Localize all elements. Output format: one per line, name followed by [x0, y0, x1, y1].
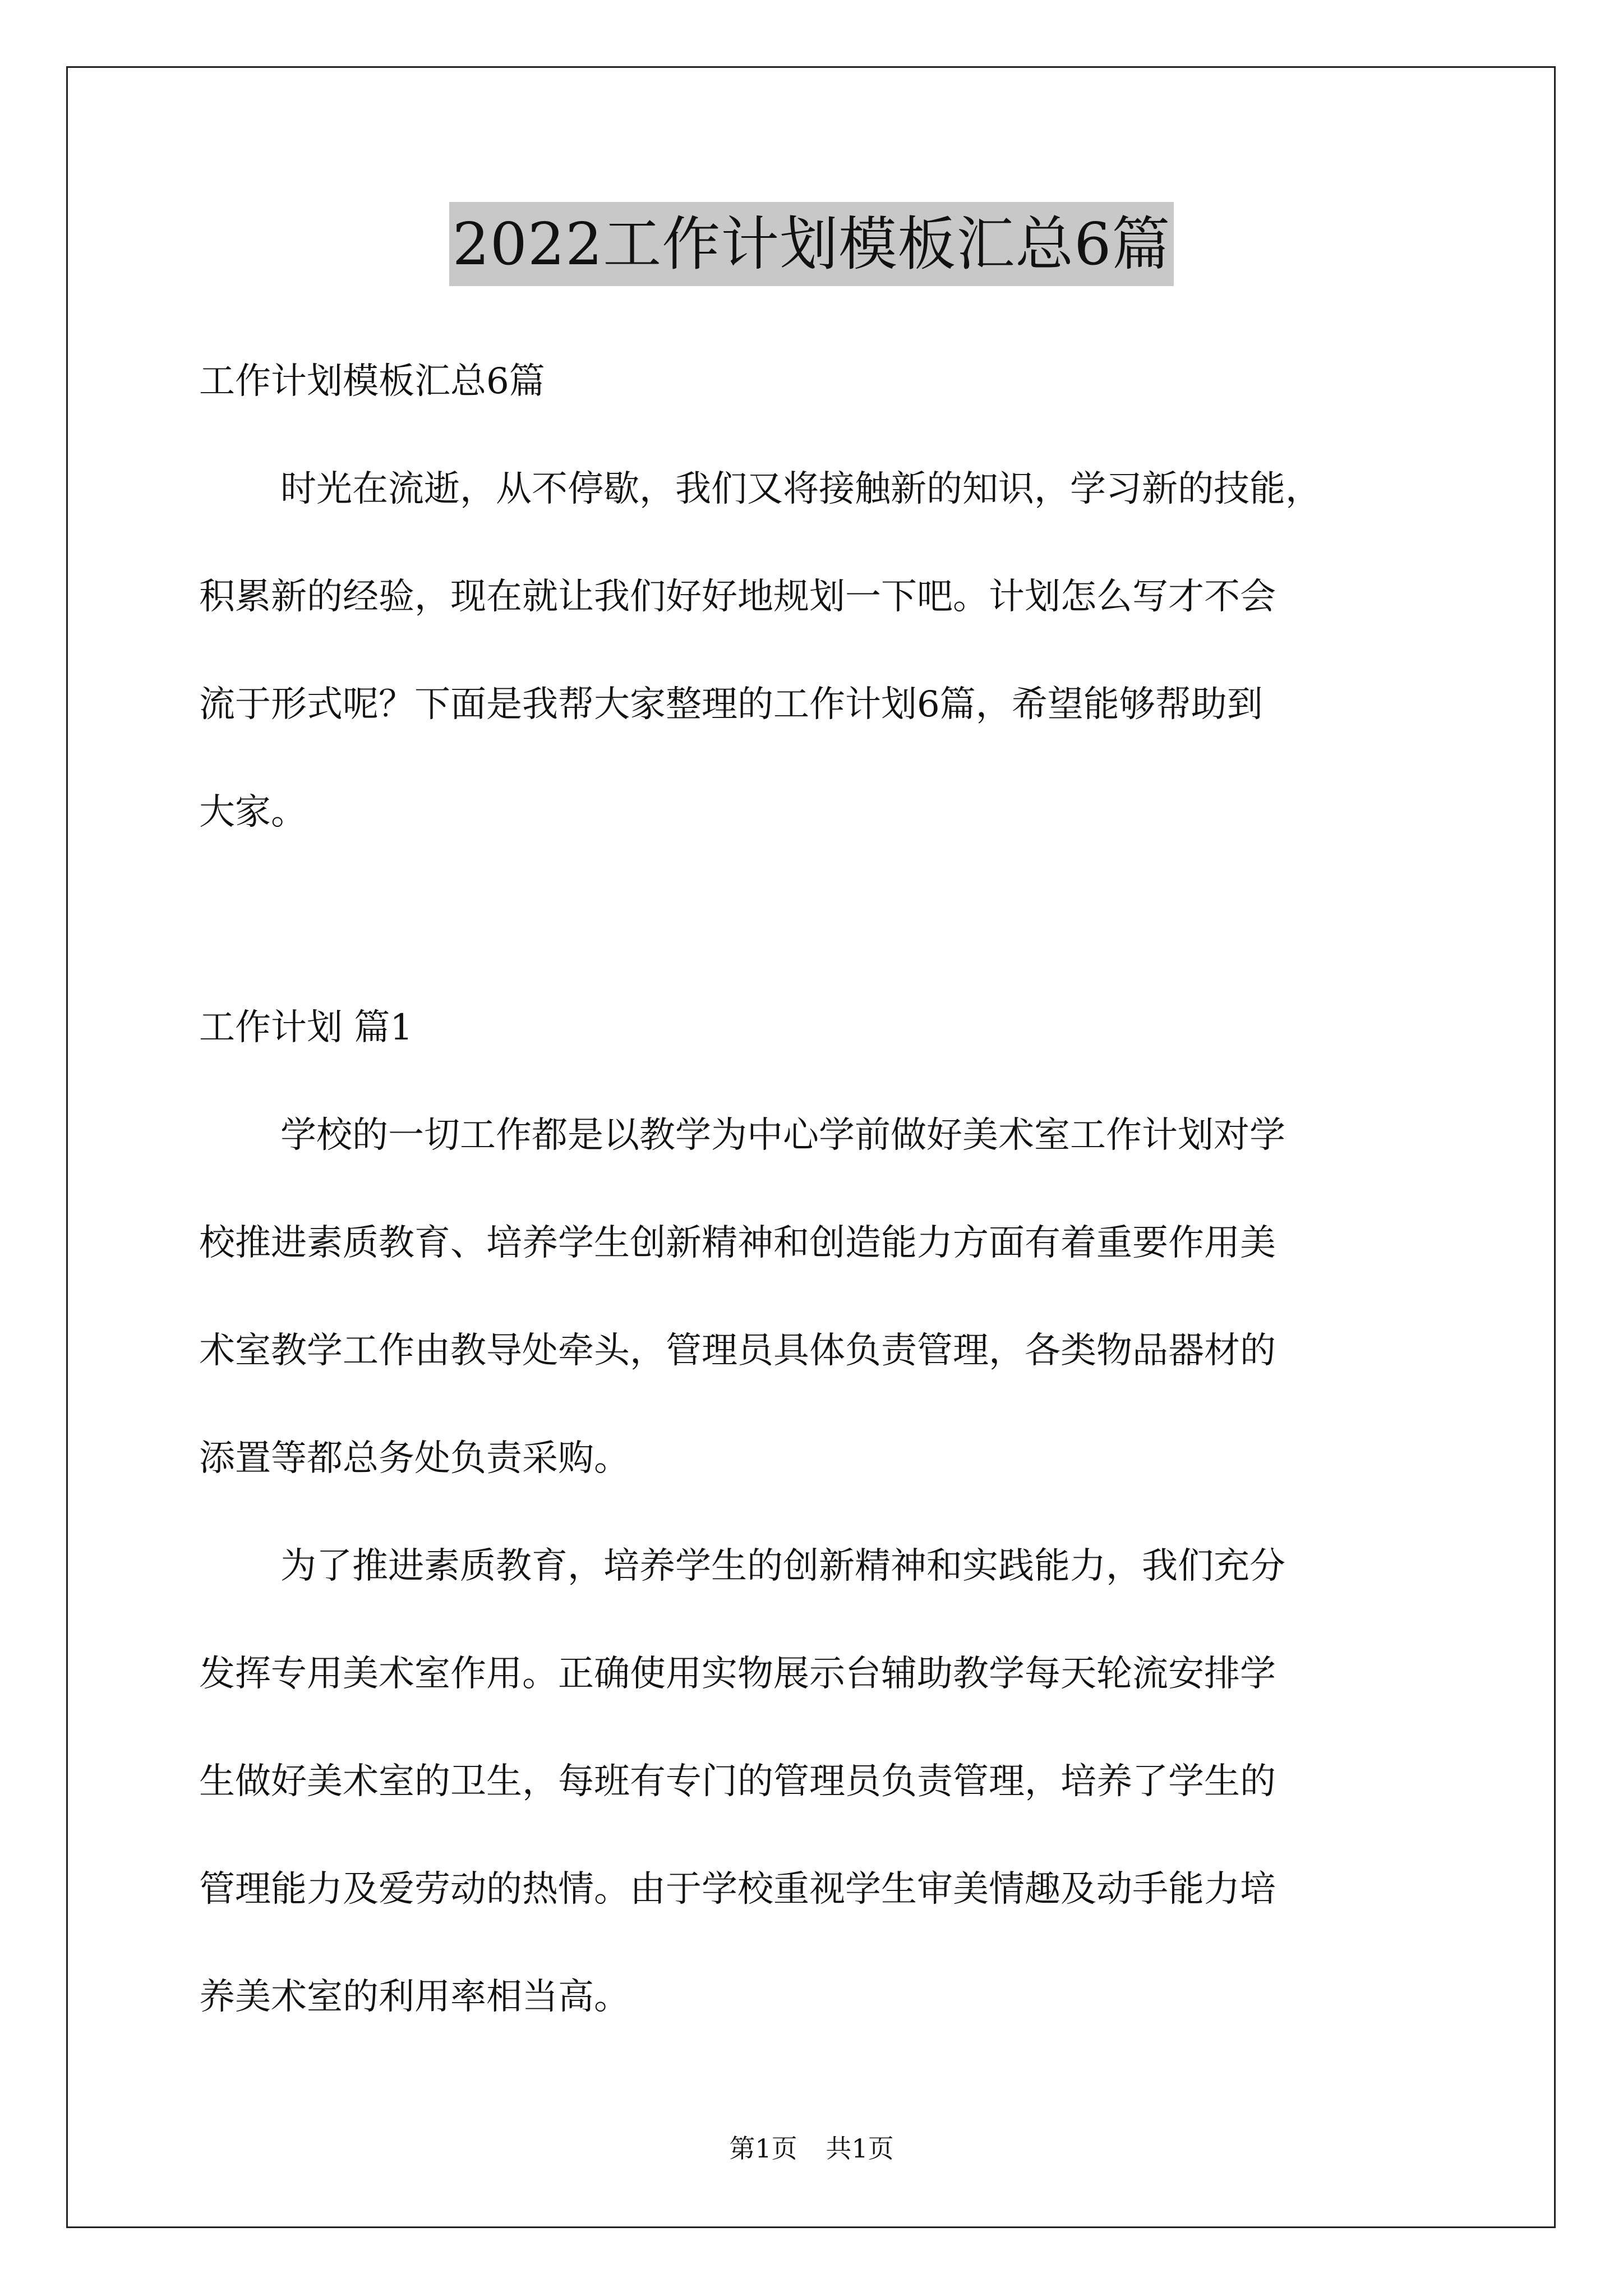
- section-heading: 工作计划 篇1: [199, 1007, 413, 1048]
- paragraph-line: 学校的一切工作都是以教学为中心学前做好美术室工作计划对学: [280, 1115, 1285, 1156]
- paragraph-line: 时光在流逝，从不停歇，我们又将接触新的知识，学习新的技能，: [280, 468, 1321, 510]
- paragraph-line: 术室教学工作由教导处牵头，管理员具体负责管理，各类物品器材的: [199, 1330, 1276, 1372]
- paragraph-line: 积累新的经验，现在就让我们好好地规划一下吧。计划怎么写才不会: [199, 576, 1276, 618]
- paragraph-line: 发挥专用美术室作用。正确使用实物展示台辅助教学每天轮流安排学: [199, 1653, 1276, 1695]
- paragraph-line: 流于形式呢？下面是我帮大家整理的工作计划6篇，希望能够帮助到: [199, 684, 1263, 725]
- page-current: 第1页: [729, 2133, 797, 2164]
- paragraph-line: 生做好美术室的卫生，每班有专门的管理员负责管理，培养了学生的: [199, 1761, 1276, 1802]
- paragraph-line: 添置等都总务处负责采购。: [199, 1438, 630, 1479]
- title-container: [0, 202, 1623, 286]
- document-title: 2022工作计划模板汇总6篇: [449, 202, 1174, 286]
- paragraph-line: 为了推进素质教育，培养学生的创新精神和实践能力，我们充分: [280, 1545, 1285, 1587]
- paragraph-line: 养美术室的利用率相当高。: [199, 1976, 630, 2018]
- paragraph-line: 管理能力及爱劳动的热情。由于学校重视学生审美情趣及动手能力培: [199, 1869, 1276, 1910]
- paragraph-line: 校推进素质教育、培养学生创新精神和创造能力方面有着重要作用美: [199, 1222, 1276, 1264]
- page-footer: [0, 2132, 1623, 2165]
- subtitle-line: 工作计划模板汇总6篇: [199, 361, 545, 402]
- page-total: 共1页: [826, 2133, 894, 2164]
- paragraph-line: 大家。: [199, 792, 307, 833]
- document-body: [199, 328, 1430, 2051]
- section-gap: [199, 866, 1430, 974]
